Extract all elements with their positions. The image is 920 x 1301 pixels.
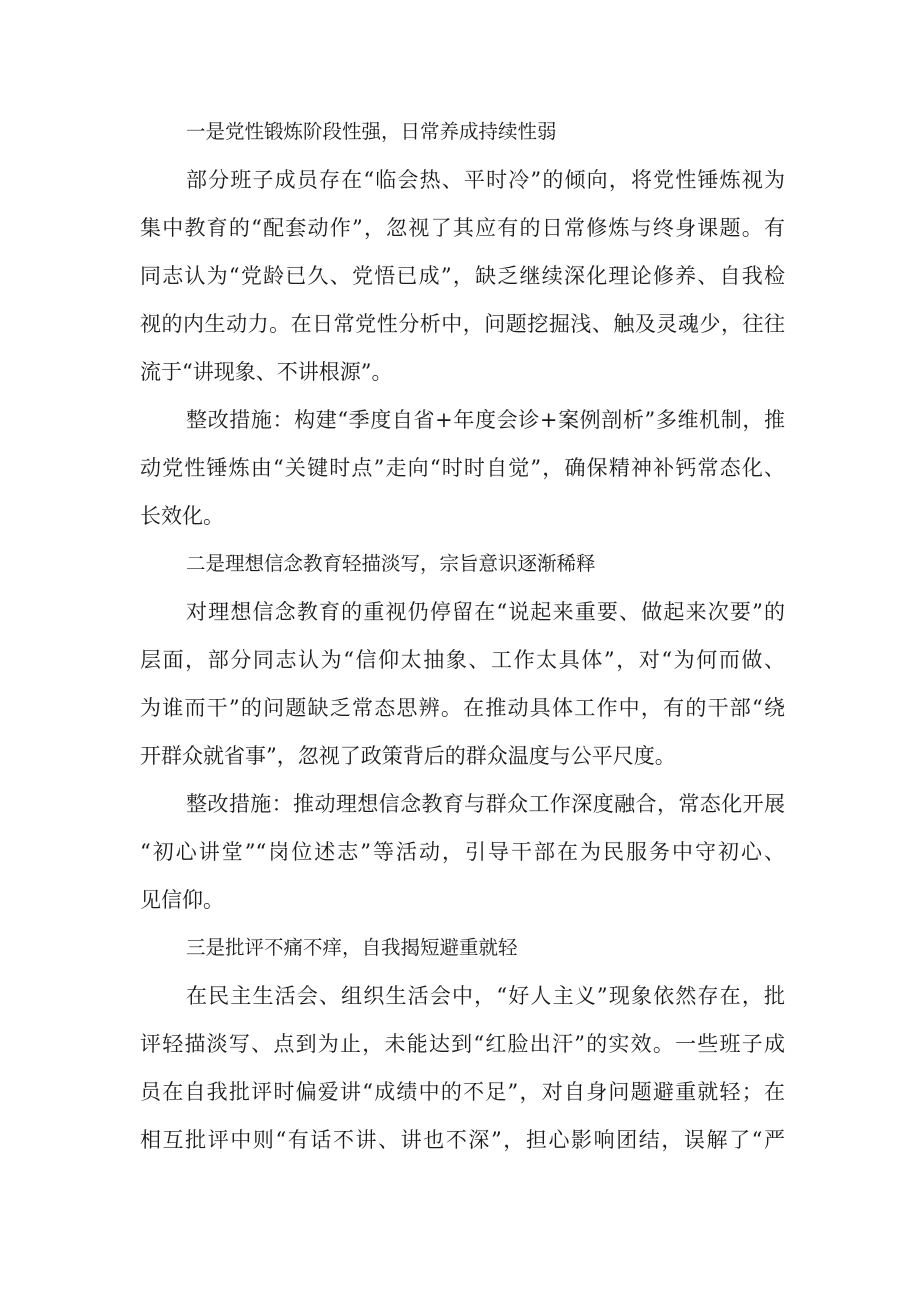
section-heading-1: 一是党性锻炼阶段性强，日常养成持续性弱 bbox=[186, 120, 557, 143]
text-line: 动党性锤炼由“关键时点”走向“时时自觉”，确保精神补钙常态化、 bbox=[140, 456, 785, 480]
text-line: 见信仰。 bbox=[140, 888, 224, 912]
text-line: 层面，部分同志认为“信仰太抽象、工作太具体”，对“为何而做、 bbox=[140, 648, 785, 672]
section-2-measure-paragraph bbox=[140, 780, 785, 924]
text-line: 集中教育的“配套动作”，忽视了其应有的日常修炼与终身课题。有 bbox=[140, 216, 785, 240]
text-line: 对理想信念教育的重视仍停留在“说起来重要、做起来次要”的 bbox=[186, 600, 785, 624]
text-line: 部分班子成员存在“临会热、平时冷”的倾向，将党性锤炼视为 bbox=[186, 168, 785, 192]
text-line: 开群众就省事”，忽视了政策背后的群众温度与公平尺度。 bbox=[140, 744, 676, 768]
text-line: 员在自我批评时偏爱讲“成绩中的不足”，对自身问题避重就轻；在 bbox=[140, 1080, 785, 1104]
document-body bbox=[140, 108, 785, 1164]
text-line: 整改措施：推动理想信念教育与群众工作深度融合，常态化开展 bbox=[186, 792, 785, 816]
text-line: “初心讲堂”“岗位述志”等活动，引导干部在为民服务中守初心、 bbox=[140, 840, 785, 864]
section-1-problem-paragraph bbox=[140, 156, 785, 396]
text-line: 同志认为“党龄已久、党悟已成”，缺乏继续深化理论修养、自我检 bbox=[140, 264, 785, 288]
text-line: 相互批评中则“有话不讲、讲也不深”，担心影响团结，误解了“严 bbox=[140, 1128, 785, 1152]
section-3-problem-paragraph bbox=[140, 972, 785, 1164]
text-line: 为谁而干”的问题缺乏常态思辨。在推动具体工作中，有的干部“绕 bbox=[140, 696, 785, 720]
text-line: 长效化。 bbox=[140, 504, 224, 528]
text-line: 整改措施：构建“季度自省+年度会诊+案例剖析”多维机制，推 bbox=[186, 408, 785, 432]
section-heading-3: 三是批评不痛不痒，自我揭短避重就轻 bbox=[186, 936, 518, 959]
section-1-measure-paragraph bbox=[140, 396, 785, 540]
section-2-problem-paragraph bbox=[140, 588, 785, 780]
text-line: 流于“讲现象、不讲根源”。 bbox=[140, 360, 393, 384]
text-line: 视的内生动力。在日常党性分析中，问题挖掘浅、触及灵魂少，往往 bbox=[140, 312, 785, 336]
text-line: 在民主生活会、组织生活会中，“好人主义”现象依然存在，批 bbox=[186, 984, 785, 1008]
text-line: 评轻描淡写、点到为止，未能达到“红脸出汗”的实效。一些班子成 bbox=[140, 1032, 785, 1056]
section-heading-2: 二是理想信念教育轻描淡写，宗旨意识逐渐稀释 bbox=[186, 552, 596, 575]
